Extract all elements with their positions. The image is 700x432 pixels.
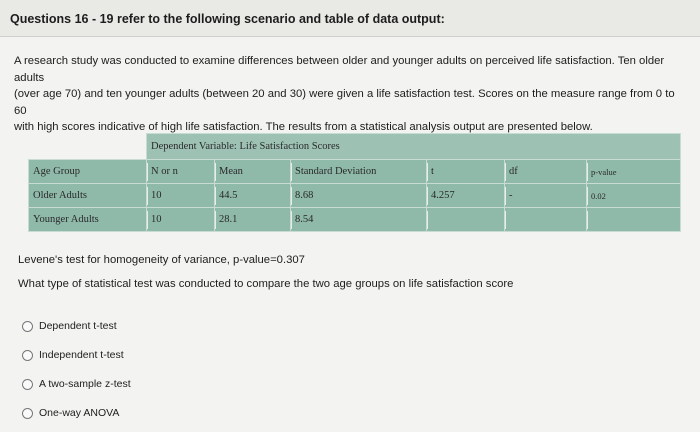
table-caption: Dependent Variable: Life Satisfaction Scores [147, 134, 681, 160]
cell-p-value [587, 211, 680, 229]
option-one-way-anova[interactable] [22, 405, 242, 421]
cell-p-value: 0.02 [587, 187, 680, 205]
scenario-line-1: A research study was conducted to examine differences between older and younger adults on perceived life satisfaction. Ten older adults [14, 55, 665, 84]
radio-button[interactable] [22, 350, 33, 361]
scenario-line-2: (over age 70) and ten younger adults (between 20 and 30) were given a life satisfaction test. Scores on the measure range from 0 to 60 [14, 88, 675, 117]
levene-note: Levene's test for homogeneity of variance, p-value=0.307 [18, 254, 305, 266]
cell-df [505, 211, 586, 229]
scenario-text [14, 53, 689, 136]
cell-n: 10 [147, 211, 214, 229]
table-header-row [29, 160, 681, 184]
scenario-line-3: with high scores indicative of high life satisfaction. The results from a statistical analysis output are presented below. [14, 121, 593, 133]
header-n: N or n [147, 163, 214, 181]
question-text: What type of statistical test was conducted to compare the two age groups on life satisfaction score [18, 278, 514, 290]
header-mean: Mean [215, 163, 290, 181]
option-dependent-t-test[interactable] [22, 318, 242, 334]
header-sd: Standard Deviation [291, 163, 426, 181]
option-label: A two-sample z-test [39, 378, 131, 390]
header-t: t [427, 163, 504, 181]
cell-mean: 28.1 [215, 211, 290, 229]
cell-t: 4.257 [427, 187, 504, 205]
option-independent-t-test[interactable] [22, 347, 242, 363]
table-caption-row [29, 134, 681, 160]
option-label: One-way ANOVA [39, 407, 120, 419]
option-label: Dependent t-test [39, 320, 117, 332]
table-row [29, 208, 681, 232]
radio-button[interactable] [22, 321, 33, 332]
cell-group: Younger Adults [29, 208, 147, 232]
cell-sd: 8.68 [291, 187, 426, 205]
cell-sd: 8.54 [291, 211, 426, 229]
option-label: Independent t-test [39, 349, 124, 361]
question-header [0, 0, 700, 37]
cell-group: Older Adults [29, 184, 147, 208]
cell-mean: 44.5 [215, 187, 290, 205]
option-two-sample-z-test[interactable] [22, 376, 242, 392]
output-table [28, 133, 681, 232]
radio-button[interactable] [22, 379, 33, 390]
table-row [29, 184, 681, 208]
header-title: Questions 16 - 19 refer to the following scenario and table of data output: [10, 12, 445, 26]
header-age-group: Age Group [29, 160, 147, 184]
header-df: df [505, 163, 586, 181]
header-p-value: p-value [587, 163, 680, 181]
cell-df: - [505, 187, 586, 205]
cell-n: 10 [147, 187, 214, 205]
radio-button[interactable] [22, 408, 33, 419]
cell-t [427, 211, 504, 229]
